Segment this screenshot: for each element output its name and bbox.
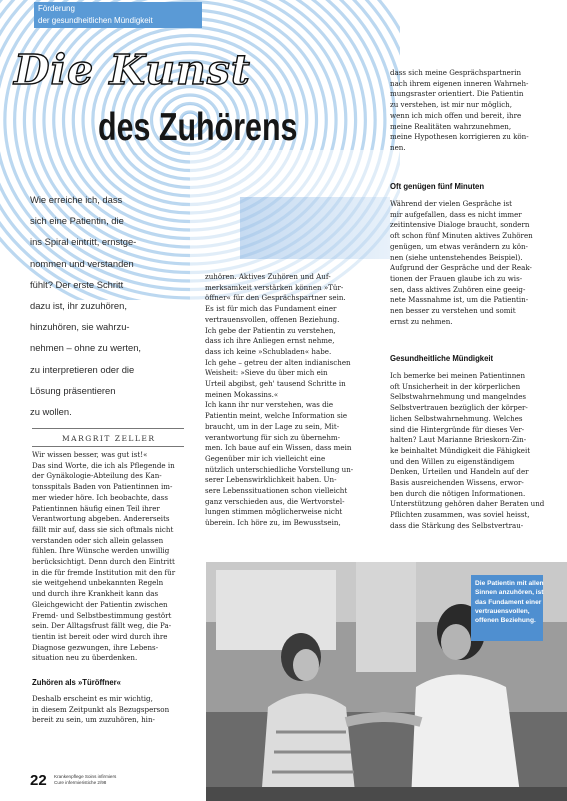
body-line: fällt mir auf, dass sie sich oftmals nicht <box>32 524 174 534</box>
caption-line: Sinnen anzuhören, ist <box>475 589 544 597</box>
body-line: dass die Stärkung des Selbstvertrau- <box>390 520 524 530</box>
body-line: sere Lebenssituationen schon vielleicht <box>205 486 348 496</box>
lead-line: dazu ist, ihr zuzuhören, <box>30 300 127 312</box>
body-line: situation neu zu überdenken. <box>32 653 138 663</box>
body-line: öffner« für den Gesprächspartner sein. <box>205 293 346 303</box>
kicker-line: Förderung <box>38 4 75 13</box>
body-line: Ich gebe der Patientin zu verstehen, <box>205 325 336 335</box>
column-3-top <box>390 68 560 154</box>
lead-line: zu wollen. <box>30 406 72 418</box>
body-line: und durch ihre Krankheit kann das <box>32 589 159 599</box>
body-line: ganz verschieden aus, die Wertvorstel- <box>205 496 345 506</box>
photo-caption <box>471 575 543 641</box>
body-line: verstanden oder sich allein gelassen <box>32 535 164 545</box>
lead-line: sich eine Patientin, die <box>30 215 124 227</box>
body-line: Patientinnen häufig einen Teil ihrer <box>32 503 160 513</box>
body-line: nützlich unterschiedliche Vorstellung un- <box>205 464 354 474</box>
caption-line: Die Patientin mit allen <box>475 580 544 587</box>
lead-line: fühlt? Der erste Schritt <box>30 278 124 290</box>
spiral-fade <box>240 197 390 259</box>
body-line: men. Ich baue auf ein Wissen, dass mein <box>205 443 352 453</box>
body-line: mungsraster orientiert. Die Patientin <box>390 89 524 99</box>
column-3-middle <box>390 199 560 327</box>
body-line: in diesem Zeitpunkt als Bezugsperson <box>32 704 170 714</box>
body-line: lungen stimmen möglicherweise nicht <box>205 507 343 517</box>
body-line: mir aufgefallen, dass es nicht immer <box>390 209 522 219</box>
body-line: Aufgrund der Gespräche und der Reak- <box>390 263 532 273</box>
caption-line: das Fundament einer <box>475 598 542 606</box>
subheading-tueroeffner: Zuhören als »Türöffner« <box>32 677 121 687</box>
body-line: nete Massnahme ist, um die Patientin- <box>390 295 529 305</box>
body-line: tientin ist bereit oder wird durch ihre <box>32 631 168 641</box>
body-line: Deshalb erscheint es mir wichtig, <box>32 694 153 703</box>
body-line: fühlen. Ihre Wünsche werden unwillig <box>32 546 170 556</box>
body-line: sie weitgehend unbekannten Regeln <box>32 578 164 588</box>
caption-line: offenen Beziehung. <box>475 617 536 625</box>
subheading-muendigkeit: Gesundheitliche Mündigkeit <box>390 353 494 363</box>
body-line: dass sich meine Gesprächspartnerin <box>390 68 522 77</box>
body-line: nach ihrem eigenen inneren Wahrneh- <box>390 78 529 88</box>
body-line: Pflichten zusammen, was soviel heisst, <box>390 510 530 520</box>
body-line: halten? Laut Marianne Brieskorn-Zin- <box>390 435 527 445</box>
body-line: vertrauensvollen, offenen Beziehung. <box>205 314 340 324</box>
lead-line: nehmen – ohne zu werten, <box>30 342 142 354</box>
caption-line: vertrauensvollen, <box>475 607 530 615</box>
body-line: merksamkeit verstärken können »Tür- <box>205 282 344 292</box>
body-line: ernst zu nehmen. <box>390 316 453 326</box>
body-line: tonsspitals Baden von Patientinnen im- <box>32 482 173 492</box>
body-line: meinen Mokassins.« <box>205 389 279 399</box>
body-line: meine Realitäten wahrzunehmen, <box>390 121 512 131</box>
body-line: Urteil abgibst, geh' tausend Schritte in <box>205 379 346 389</box>
body-line: Ich kann ihr nur verstehen, was die <box>205 400 334 410</box>
body-line: zu verstehen, ist mir nur möglich, <box>390 100 513 110</box>
lead-line: ins Spiral eintritt, ernstge- <box>30 236 137 248</box>
body-line: oft Unsicherheit in der körperlichen <box>390 381 521 391</box>
column-1-continued <box>32 694 184 726</box>
body-line: serer Lebenswirklichkeit haben. Un- <box>205 475 337 485</box>
body-line: sen, dass aktives Zuhören eine geeig- <box>390 284 526 294</box>
lead-line: hinzuhören, sie wahrzu- <box>30 321 130 333</box>
body-line: sind die Hintergründe für dieses Ver- <box>390 424 525 434</box>
body-line: Selbstwahrnehmung und mangelndes <box>390 392 527 402</box>
body-line: Basis ausreichenden Wissens, erwor- <box>390 478 524 488</box>
body-line: braucht, um in der Lage zu sein, Mit- <box>205 421 340 431</box>
body-line: in die für fremde Institution mit den für <box>32 567 176 577</box>
body-line: Wir wissen besser, was gut ist!« <box>32 450 148 459</box>
body-line: der Gynäkologie-Abteilung des Kan- <box>32 471 162 481</box>
lead-line: zu interpretieren oder die <box>30 363 135 375</box>
headline-main: des Zuhörens <box>98 106 298 149</box>
body-line: ben durch die nötigen Informationen. <box>390 488 526 498</box>
body-line: verantwortung für sich zu übernehm- <box>205 432 341 442</box>
author-byline: MARGRIT ZELLER <box>62 434 156 443</box>
body-line: Selbstvertrauen bezüglich der körper- <box>390 403 528 413</box>
body-line: Fremd- und Selbstbestimmung gestört <box>32 610 172 620</box>
kicker-line: der gesundheitlichen Mündigkeit <box>38 16 153 25</box>
body-line: oft schon fünf Minuten aktives Zuhören <box>390 231 533 241</box>
body-line: berücksichtigt. Denn durch den Eintritt <box>32 557 175 567</box>
footer-line: Krankenpflege Soins infirmiers <box>54 774 117 779</box>
body-line: zuhören. Aktives Zuhören und Auf- <box>205 272 331 281</box>
body-line: nen (siehe untenstehendes Beispiel). <box>390 252 523 262</box>
body-line: Verantwortung abgeben. Andererseits <box>32 514 170 524</box>
subheading-fuenf-minuten: Oft genügen fünf Minuten <box>390 181 485 191</box>
lead-text <box>30 189 170 422</box>
body-line: Es ist für mich das Fundament einer <box>205 304 337 314</box>
author-rule-bottom <box>32 446 184 447</box>
page-number: 22 <box>30 772 47 789</box>
footer-publication <box>54 774 116 786</box>
body-line: bereit zu sein, um zuzuhören, hin- <box>32 715 155 725</box>
lead-line: Wie erreiche ich, dass <box>30 194 123 205</box>
body-line: Gleichgewicht der Patientin zwischen <box>32 599 168 609</box>
body-line: nen besser zu verstehen und somit <box>390 306 516 316</box>
body-line: und den Willen zu eigenständigem <box>390 456 515 466</box>
footer-line: Cure infermieristiche 2/98 <box>54 780 107 785</box>
author-rule-top <box>32 428 184 429</box>
body-line: Denken, Urteilen und Handeln auf der <box>390 467 529 477</box>
body-line: Gegenüber mir ich vielleicht eine <box>205 453 326 463</box>
body-line: wenn ich mich offen und bereit, ihre <box>390 110 522 120</box>
column-1 <box>32 450 184 664</box>
lead-line: nommen und verstanden <box>30 257 134 269</box>
column-2 <box>205 272 377 529</box>
lead-line: Lösung präsentieren <box>30 384 116 396</box>
body-line: Während der vielen Gespräche ist <box>390 199 512 208</box>
body-line: ke beinhaltet Mündigkeit die Fähigkeit <box>390 445 531 455</box>
body-line: sein. Der Alltagsfrust fällt weg, die Pa- <box>32 621 172 631</box>
body-line: tionen der Frauen glaube ich zu wis- <box>390 273 523 283</box>
body-line: zeitintensive Dialoge braucht, sondern <box>390 220 530 230</box>
body-line: dass ich keine »Schubladen« habe. <box>205 346 332 356</box>
body-line: meine Hypothesen korrigieren zu kön- <box>390 132 529 142</box>
body-line: dass ich ihre Anliegen ernst nehme, <box>205 336 335 346</box>
section-kicker <box>34 2 202 28</box>
body-line: nen. <box>390 142 406 152</box>
column-3-bottom <box>390 371 560 532</box>
body-line: überein. Ich höre zu, im Bewusstsein, <box>205 518 341 528</box>
body-line: Das sind Worte, die ich als Pflegende in <box>32 460 175 470</box>
body-line: genügen, um etwas verändern zu kön- <box>390 241 528 251</box>
body-line: lichen Selbstwahrnehmung. Welches <box>390 413 523 423</box>
body-line: mer wieder höre. Ich beobachte, dass <box>32 492 168 502</box>
body-line: Unterstützung gehören daher Beraten und <box>390 499 545 509</box>
headline-script: Die Kunst <box>14 46 251 94</box>
body-line: Ich bemerke bei meinen Patientinnen <box>390 371 526 380</box>
body-line: Weisheit: »Sieve du über mich ein <box>205 368 328 378</box>
body-line: Diagnose gezwungen, ihre Lebens- <box>32 642 159 652</box>
body-line: Patientin meint, welche Information sie <box>205 411 348 421</box>
body-line: Ich gehe – getreu der alten indianischen <box>205 357 351 367</box>
